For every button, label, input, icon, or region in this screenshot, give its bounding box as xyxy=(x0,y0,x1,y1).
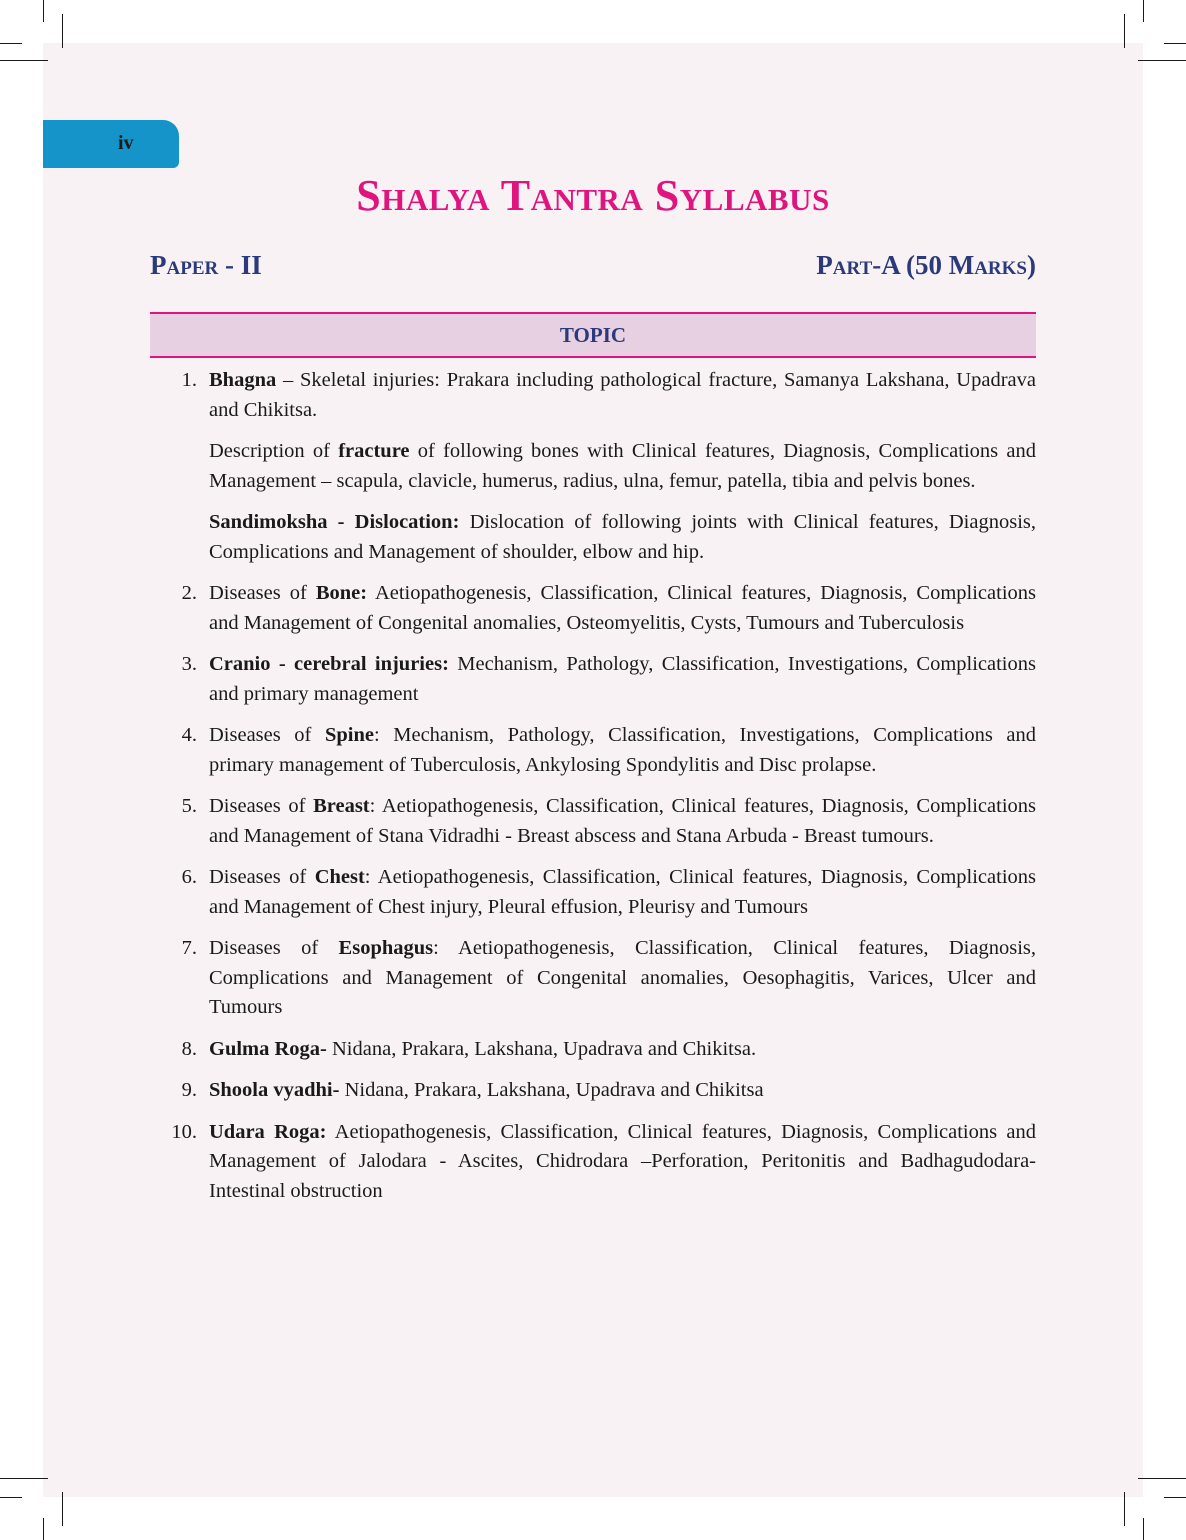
paragraph-bold-term: Sandimoksha - Dislocation: xyxy=(209,511,460,533)
paragraph-bold-term: Udara Roga: xyxy=(209,1120,327,1143)
list-item-number: 9. xyxy=(181,1079,197,1101)
list-item-paragraph xyxy=(209,934,1036,1023)
paragraph-body-text: Nidana, Prakara, Lakshana, Upadrava and Chikitsa. xyxy=(326,1037,757,1060)
list-item-number: 2. xyxy=(181,582,197,604)
list-item-paragraph xyxy=(209,1118,1036,1207)
topic-header: TOPIC xyxy=(150,312,1036,358)
paragraph-lead-text: Diseases of xyxy=(209,724,325,746)
paragraph-bold-term: Bone: xyxy=(315,582,368,604)
part-label: Part-A (50 Marks) xyxy=(816,250,1036,280)
crop-mark xyxy=(1138,1478,1186,1479)
crop-mark xyxy=(62,14,63,48)
crop-mark xyxy=(0,60,48,61)
paragraph-bold-term: fracture xyxy=(338,440,410,462)
list-item-number: 7. xyxy=(181,937,197,959)
paragraph-body-text: Aetiopathogenesis, Classification, Clinical features, Diagnosis, Complications and Management of Congenital anomalies, Osteomyelitis, Cysts, Tumours and Tuberculosis xyxy=(209,582,1037,634)
crop-mark xyxy=(0,1497,22,1498)
paragraph-body-text: Dislocation of following joints with Clinical features, Diagnosis, Complications and Management of shoulder, elbow and hip. xyxy=(209,511,1037,563)
list-item-number: 5. xyxy=(181,795,197,817)
list-item xyxy=(150,366,1036,567)
paragraph-body-text: Nidana, Prakara, Lakshana, Upadrava and Chikitsa xyxy=(339,1079,764,1101)
paragraph-body-text: : Mechanism, Pathology, Classification, Investigations, Complications and primary management of Tuberculosis, Ankylosing Spondylitis and Disc prolapse. xyxy=(209,724,1036,776)
crop-mark xyxy=(1164,43,1186,44)
paragraph-lead-text: Diseases of xyxy=(209,582,316,604)
list-item xyxy=(150,579,1036,638)
paragraph-bold-term: Spine xyxy=(324,724,374,746)
crop-mark xyxy=(43,0,44,22)
list-item xyxy=(150,1076,1036,1106)
paragraph-bold-term: Cranio - cerebral injuries: xyxy=(209,653,449,675)
crop-mark xyxy=(1164,1497,1186,1498)
paragraph-body-text: Aetiopathogenesis, Classification, Clinical features, Diagnosis, Complications and Management of Jalodara - Ascites, Chidrodara –Perforation, Peritonitis and Badhagudodara-Intestinal obstruction xyxy=(209,1120,1036,1202)
paragraph-lead-text: Diseases of xyxy=(209,937,339,959)
paragraph-bold-term: Gulma Roga- xyxy=(209,1037,327,1060)
paragraph-bold-term: Breast xyxy=(313,795,370,817)
list-item xyxy=(150,721,1036,780)
list-item xyxy=(150,934,1036,1023)
list-item-number: 6. xyxy=(181,866,197,888)
page-number: iv xyxy=(118,132,134,154)
paragraph-bold-term: Esophagus xyxy=(338,937,434,959)
list-item xyxy=(150,863,1036,922)
list-item xyxy=(150,1118,1036,1207)
crop-mark xyxy=(1124,14,1125,48)
list-item-number: 8. xyxy=(181,1037,197,1060)
paragraph-body-text: Mechanism, Pathology, Classification, Investigations, Complications and primary management xyxy=(209,653,1036,705)
crop-mark xyxy=(1138,60,1186,61)
list-item-number: 1. xyxy=(181,369,197,391)
crop-mark xyxy=(1124,1492,1125,1526)
paragraph-lead-text: Diseases of xyxy=(209,795,314,817)
paragraph-body-text: – Skeletal injuries: Prakara including pathological fracture, Samanya Lakshana, Upadrava and Chikitsa. xyxy=(209,369,1036,421)
paragraph-bold-term: Shoola vyadhi- xyxy=(209,1079,340,1101)
crop-mark xyxy=(1143,1518,1144,1540)
list-item-paragraph xyxy=(209,1035,1036,1065)
crop-mark xyxy=(43,1518,44,1540)
list-item-paragraph xyxy=(209,863,1036,922)
paragraph-body-text: : Aetiopathogenesis, Classification, Clinical features, Diagnosis, Complications and Management of Stana Vidradhi - Breast abscess and Stana Arbuda - Breast tumours. xyxy=(209,795,1036,847)
paper-label: Paper - II xyxy=(150,250,262,280)
list-item-number: 3. xyxy=(181,653,197,675)
paragraph-lead-text: Diseases of xyxy=(209,866,315,888)
list-item-paragraph xyxy=(209,366,1036,425)
topic-list xyxy=(150,366,1036,1218)
list-item-number: 10. xyxy=(171,1120,197,1143)
paragraph-lead-text: Description of xyxy=(209,440,339,462)
list-item xyxy=(150,792,1036,851)
list-item-paragraph xyxy=(209,721,1036,780)
paragraph-body-text: of following bones with Clinical features, Diagnosis, Complications and Management – scapula, clavicle, humerus, radius, ulna, femur, patella, tibia and pelvis bones. xyxy=(209,440,1036,492)
paragraph-body-text: : Aetiopathogenesis, Classification, Clinical features, Diagnosis, Complications and Management of Congenital anomalies, Oesophagitis, Varices, Ulcer and Tumours xyxy=(209,937,1036,1018)
paragraph-body-text: : Aetiopathogenesis, Classification, Clinical features, Diagnosis, Complications and Management of Chest injury, Pleural effusion, Pleurisy and Tumours xyxy=(209,866,1036,918)
paragraph-bold-term: Chest xyxy=(314,866,365,888)
list-item-paragraph xyxy=(209,437,1036,496)
list-item xyxy=(150,1035,1036,1065)
crop-mark xyxy=(1143,0,1144,22)
list-item-paragraph xyxy=(209,508,1036,567)
list-item-paragraph xyxy=(209,579,1036,638)
list-item-paragraph xyxy=(209,650,1036,709)
page-number-tab xyxy=(43,120,179,168)
list-item-paragraph xyxy=(209,792,1036,851)
list-item xyxy=(150,650,1036,709)
list-item-paragraph xyxy=(209,1076,1036,1106)
list-item-number: 4. xyxy=(181,724,197,746)
crop-mark xyxy=(0,43,22,44)
crop-mark xyxy=(62,1492,63,1526)
paragraph-bold-term: Bhagna xyxy=(209,369,277,391)
page-title: Shalya Tantra Syllabus xyxy=(356,171,830,220)
crop-mark xyxy=(0,1478,48,1479)
